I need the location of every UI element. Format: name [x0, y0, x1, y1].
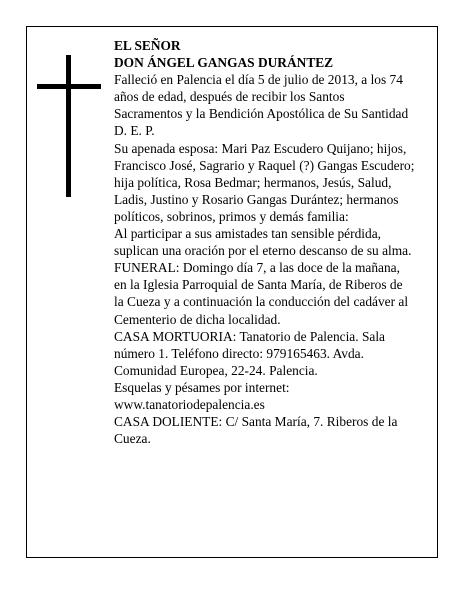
heading-title: EL SEÑOR [114, 38, 181, 53]
text-line: CASA MORTUORIA: Tanatorio de Palencia. Sala [114, 328, 385, 344]
text-line: Falleció en Palencia el día 5 de julio de 2013, a los 74 [114, 72, 403, 88]
text-line: Su apenada esposa: Mari Paz Escudero Quijano; hijos, [114, 140, 407, 156]
paragraph-family [114, 140, 432, 225]
paragraph-death [114, 71, 432, 139]
text-line: Cementerio de dicha localidad. [114, 311, 281, 327]
text-line: suplican una oración por el eterno descanso de su alma. [114, 243, 412, 259]
text-line: años de edad, después de recibir los Santos [114, 89, 345, 105]
cross-icon-crossbar [37, 84, 101, 89]
paragraph-internet [114, 379, 432, 413]
text-line: Al participar a sus amistades tan sensible pérdida, [114, 226, 381, 242]
text-line: CASA DOLIENTE: C/ Santa María, 7. Riberos de la [114, 414, 398, 430]
text-line: la Cueza y a continuación la conducción del cadáver al [114, 294, 409, 310]
obituary-text [114, 37, 432, 447]
paragraph-mortuary [114, 328, 432, 379]
text-line: Comunidad Europea, 22-24. Palencia. [114, 362, 318, 378]
text-line: políticos, sobrinos, primos y demás familia: [114, 208, 349, 224]
text-line: FUNERAL: Domingo día 7, a las doce de la mañana, [114, 260, 400, 276]
paragraph-funeral [114, 259, 432, 327]
text-line: Ladis, Justino y Rosario Gangas Durántez; hermanos [114, 191, 399, 207]
text-line: número 1. Teléfono directo: 979165463. Avda. [114, 345, 364, 361]
text-line: Esquelas y pésames por internet: [114, 379, 290, 395]
text-line: Cueza. [114, 431, 151, 447]
text-line: en la Iglesia Parroquial de Santa María, de Riberos de [114, 277, 403, 293]
text-line: Francisco José, Sagrario y Raquel (?) Gangas Escudero; [114, 157, 415, 173]
website-link: www.tanatoriodepalencia.es [114, 396, 265, 412]
heading-name: DON ÁNGEL GANGAS DURÁNTEZ [114, 55, 334, 71]
paragraph-home [114, 413, 432, 447]
text-line: D. E. P. [114, 123, 155, 139]
paragraph-prayer [114, 225, 432, 259]
text-line: hija política, Rosa Bedmar; hermanos, Jesús, Salud, [114, 174, 392, 190]
cross-icon [66, 55, 71, 197]
text-line: Sacramentos y la Bendición Apostólica de Su Santidad [114, 106, 409, 122]
